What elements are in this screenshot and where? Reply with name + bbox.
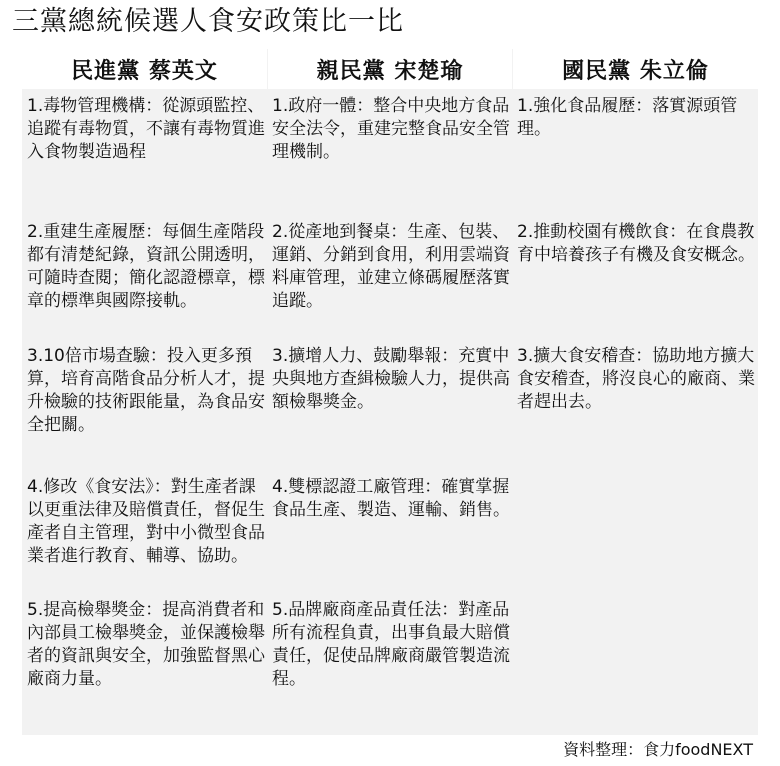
page-title: 三黨總統候選人食安政策比一比 <box>12 6 404 37</box>
column-header-pfp: 親民黨 宋楚瑜 <box>267 49 512 89</box>
table-cell <box>512 470 758 593</box>
table-cell: 1.政府一體：整合中央地方食品安全法令，重建完整食品安全管理機制。 <box>272 96 510 162</box>
source-credit: 資料整理：食力foodNEXT <box>563 740 753 759</box>
table-cell: 3.擴增人力、鼓勵舉報：充實中央與地方查緝檢驗人力，提供高額檢舉獎金。 <box>272 346 510 412</box>
table-cell: 4.修改《食安法》：對生產者課以更重法律及賠償責任，督促生產者自主管理，對中小微型食品業者進行教育、輔導、協助。 <box>27 477 265 566</box>
table-cell: 3.10倍市場查驗：投入更多預算，培育高階食品分析人才，提升檢驗的技術跟能量，為食品安全把關。 <box>27 346 265 435</box>
table-cell: 3.擴大食安稽查：協助地方擴大食安稽查，將沒良心的廠商、業者趕出去。 <box>517 346 755 412</box>
table-cell <box>512 593 758 720</box>
column-header-kmt: 國民黨 朱立倫 <box>512 49 758 89</box>
table-cell: 2.重建生產履歷：每個生產階段都有清楚紀錄，資訊公開透明，可隨時查閱；簡化認證標章，標章的標準與國際接軌。 <box>27 222 265 311</box>
table-cell: 2.推動校園有機飲食：在食農教育中培養孩子有機及食安概念。 <box>517 222 755 265</box>
table-cell: 2.從產地到餐桌：生產、包裝、運銷、分銷到食用，利用雲端資料庫管理，並建立條碼履歷落實追蹤。 <box>272 222 510 311</box>
table-cell: 1.強化食品履歷：落實源頭管理。 <box>517 96 738 139</box>
table-cell: 5.提高檢舉獎金：提高消費者和內部員工檢舉獎金，並保護檢舉者的資訊與安全，加強監督黑心廠商力量。 <box>27 600 265 689</box>
table-cell: 4.雙標認證工廠管理：確實掌握食品生產、製造、運輸、銷售。 <box>272 477 510 520</box>
table-cell: 1.毒物管理機構：從源頭監控、追蹤有毒物質，不讓有毒物質進入食物製造過程 <box>27 96 265 162</box>
table-cell: 5.品牌廠商產品責任法：對產品所有流程負責，出事負最大賠償責任，促使品牌廠商嚴管製造流程。 <box>272 600 510 689</box>
column-header-dpp: 民進黨 蔡英文 <box>22 49 267 89</box>
policy-comparison-table <box>22 49 758 735</box>
